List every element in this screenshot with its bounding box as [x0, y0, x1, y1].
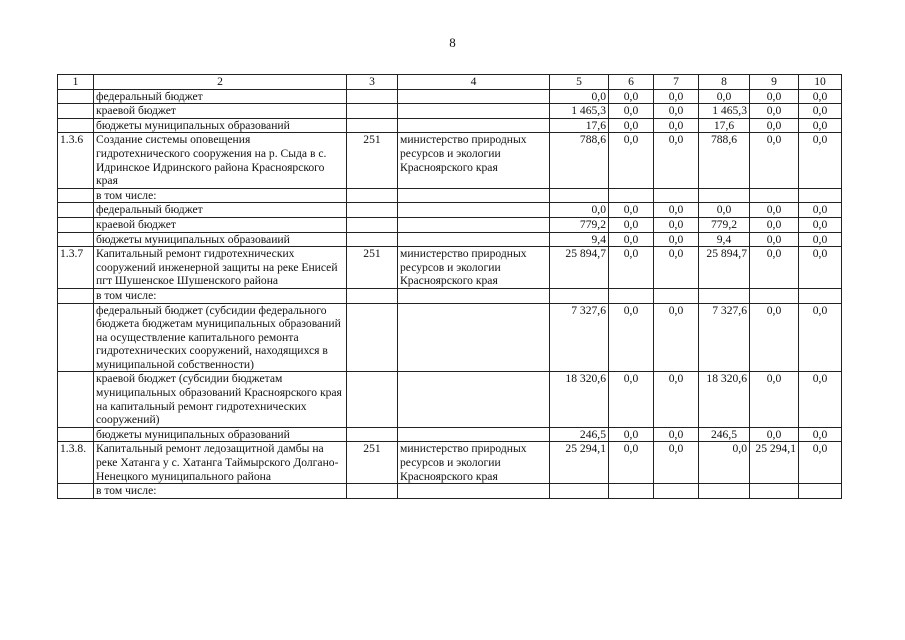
value-cell: 0,0: [609, 247, 654, 289]
index-cell: [58, 484, 94, 499]
value-cell: 0,0: [750, 372, 799, 427]
value-cell: [699, 188, 750, 203]
value-cell: 0,0: [799, 104, 842, 119]
index-cell: [58, 89, 94, 104]
value-cell: [654, 188, 699, 203]
value-cell: 7 327,6: [699, 303, 750, 372]
value-cell: 788,6: [699, 133, 750, 188]
org-cell: [398, 118, 550, 133]
value-cell: 0,0: [799, 118, 842, 133]
index-cell: [58, 232, 94, 247]
header-cell: 7: [654, 75, 699, 90]
org-cell: [398, 89, 550, 104]
value-cell: 0,0: [654, 133, 699, 188]
value-cell: 17,6: [550, 118, 609, 133]
code-cell: [347, 188, 398, 203]
header-cell: 1: [58, 75, 94, 90]
value-cell: 246,5: [699, 427, 750, 442]
value-cell: 0,0: [609, 133, 654, 188]
value-cell: 0,0: [750, 247, 799, 289]
value-cell: 1 465,3: [699, 104, 750, 119]
index-cell: [58, 303, 94, 372]
value-cell: [750, 288, 799, 303]
name-cell: краевой бюджет (субсидии бюджетам муниципальных образований Красноярского края на капитальный ремонт гидротехнических сооружений): [94, 372, 347, 427]
table-row: [58, 484, 842, 499]
value-cell: 0,0: [750, 303, 799, 372]
org-cell: [398, 427, 550, 442]
value-cell: 0,0: [750, 133, 799, 188]
org-cell: [398, 372, 550, 427]
header-cell: 8: [699, 75, 750, 90]
table-row: [58, 104, 842, 119]
name-cell: Капитальный ремонт ледозащитной дамбы на реке Хатанга у с. Хатанга Таймырского Долгано-Ненецкого муниципального района: [94, 442, 347, 484]
value-cell: 0,0: [609, 427, 654, 442]
index-cell: [58, 288, 94, 303]
value-cell: 0,0: [654, 104, 699, 119]
value-cell: 0,0: [654, 118, 699, 133]
value-cell: 788,6: [550, 133, 609, 188]
value-cell: [799, 188, 842, 203]
value-cell: 0,0: [609, 118, 654, 133]
value-cell: 0,0: [550, 203, 609, 218]
name-cell: бюджеты муниципальных образоваиий: [94, 232, 347, 247]
value-cell: 9,4: [550, 232, 609, 247]
value-cell: 9,4: [699, 232, 750, 247]
value-cell: 246,5: [550, 427, 609, 442]
code-cell: [347, 232, 398, 247]
value-cell: [750, 188, 799, 203]
value-cell: 0,0: [609, 232, 654, 247]
org-cell: министерство природных ресурсов и экологии Красноярского края: [398, 133, 550, 188]
value-cell: 779,2: [699, 217, 750, 232]
value-cell: 0,0: [799, 427, 842, 442]
org-cell: [398, 188, 550, 203]
value-cell: 0,0: [609, 442, 654, 484]
value-cell: 0,0: [750, 118, 799, 133]
name-cell: федеральный бюджет (субсидии федерального бюджета бюджетам муниципальных образований на осуществление капитального ремонта гидротехнических сооружений, находящихся в муниципальной собственности): [94, 303, 347, 372]
code-cell: [347, 217, 398, 232]
code-cell: [347, 118, 398, 133]
header-cell: 10: [799, 75, 842, 90]
table-row: [58, 89, 842, 104]
value-cell: [654, 484, 699, 499]
value-cell: 0,0: [550, 89, 609, 104]
value-cell: 0,0: [654, 427, 699, 442]
index-cell: [58, 188, 94, 203]
org-cell: [398, 203, 550, 218]
value-cell: 0,0: [654, 203, 699, 218]
value-cell: [699, 288, 750, 303]
value-cell: 0,0: [799, 232, 842, 247]
value-cell: 0,0: [699, 89, 750, 104]
table-row: [58, 217, 842, 232]
value-cell: 17,6: [699, 118, 750, 133]
value-cell: 18 320,6: [699, 372, 750, 427]
value-cell: 18 320,6: [550, 372, 609, 427]
value-cell: [750, 484, 799, 499]
name-cell: Капитальный ремонт гидротехнических сооружений инженерной защиты на реке Енисей пгт Шушенское Шушенского района: [94, 247, 347, 289]
table-row: [58, 203, 842, 218]
header-cell: 9: [750, 75, 799, 90]
value-cell: 0,0: [609, 203, 654, 218]
index-cell: [58, 118, 94, 133]
org-cell: министерство природных ресурсов и экологии Красноярского края: [398, 247, 550, 289]
index-cell: [58, 217, 94, 232]
header-row: [58, 75, 842, 90]
index-cell: [58, 203, 94, 218]
value-cell: 0,0: [654, 89, 699, 104]
value-cell: 0,0: [699, 203, 750, 218]
org-cell: [398, 303, 550, 372]
value-cell: 0,0: [799, 247, 842, 289]
value-cell: 0,0: [699, 442, 750, 484]
value-cell: 0,0: [609, 217, 654, 232]
org-cell: [398, 104, 550, 119]
value-cell: [550, 484, 609, 499]
value-cell: 25 294,1: [750, 442, 799, 484]
code-cell: 251: [347, 442, 398, 484]
value-cell: 0,0: [750, 203, 799, 218]
value-cell: 0,0: [654, 247, 699, 289]
code-cell: [347, 288, 398, 303]
value-cell: 0,0: [750, 89, 799, 104]
index-cell: 1.3.8.: [58, 442, 94, 484]
value-cell: 0,0: [799, 442, 842, 484]
name-cell: федеральный бюджет: [94, 203, 347, 218]
name-cell: в том числе:: [94, 484, 347, 499]
value-cell: 0,0: [609, 104, 654, 119]
page-number: 8: [449, 35, 456, 50]
code-cell: [347, 484, 398, 499]
value-cell: 0,0: [799, 203, 842, 218]
table-row: [58, 232, 842, 247]
org-cell: [398, 484, 550, 499]
name-cell: краевой бюджет: [94, 104, 347, 119]
code-cell: 251: [347, 133, 398, 188]
code-cell: [347, 104, 398, 119]
index-cell: [58, 427, 94, 442]
org-cell: [398, 288, 550, 303]
code-cell: [347, 89, 398, 104]
table-row: [58, 188, 842, 203]
index-cell: 1.3.6: [58, 133, 94, 188]
value-cell: 0,0: [750, 427, 799, 442]
value-cell: 0,0: [799, 89, 842, 104]
value-cell: 7 327,6: [550, 303, 609, 372]
value-cell: [609, 484, 654, 499]
org-cell: министерство природных ресурсов и экологии Красноярского края: [398, 442, 550, 484]
header-cell: 5: [550, 75, 609, 90]
value-cell: 779,2: [550, 217, 609, 232]
value-cell: [609, 188, 654, 203]
name-cell: бюджеты муниципальных образований: [94, 427, 347, 442]
value-cell: [550, 288, 609, 303]
code-cell: [347, 427, 398, 442]
value-cell: 0,0: [654, 232, 699, 247]
value-cell: 0,0: [799, 372, 842, 427]
header-cell: 4: [398, 75, 550, 90]
name-cell: в том числе:: [94, 188, 347, 203]
value-cell: 0,0: [654, 372, 699, 427]
header-cell: 6: [609, 75, 654, 90]
value-cell: 0,0: [799, 217, 842, 232]
value-cell: 0,0: [750, 217, 799, 232]
value-cell: 0,0: [609, 372, 654, 427]
table-row: [58, 247, 842, 289]
code-cell: [347, 372, 398, 427]
value-cell: 25 894,7: [550, 247, 609, 289]
name-cell: Создание системы оповещения гидротехнического сооружения на р. Сыда в с. Идринское Идринского района Красноярского края: [94, 133, 347, 188]
value-cell: 1 465,3: [550, 104, 609, 119]
value-cell: 0,0: [799, 303, 842, 372]
value-cell: [699, 484, 750, 499]
value-cell: 25 294,1: [550, 442, 609, 484]
table-row: [58, 442, 842, 484]
code-cell: [347, 203, 398, 218]
table-row: [58, 133, 842, 188]
table-row: [58, 427, 842, 442]
value-cell: 0,0: [654, 442, 699, 484]
name-cell: федеральный бюджет: [94, 89, 347, 104]
value-cell: [609, 288, 654, 303]
value-cell: 0,0: [799, 133, 842, 188]
value-cell: [654, 288, 699, 303]
value-cell: [799, 484, 842, 499]
value-cell: 0,0: [609, 303, 654, 372]
name-cell: краевой бюджет: [94, 217, 347, 232]
org-cell: [398, 217, 550, 232]
table-row: [58, 303, 842, 372]
index-cell: [58, 372, 94, 427]
value-cell: [799, 288, 842, 303]
header-cell: 3: [347, 75, 398, 90]
value-cell: 0,0: [750, 104, 799, 119]
value-cell: 25 894,7: [699, 247, 750, 289]
header-cell: 2: [94, 75, 347, 90]
name-cell: в том числе:: [94, 288, 347, 303]
budget-table: [57, 74, 842, 499]
value-cell: [550, 188, 609, 203]
value-cell: 0,0: [654, 303, 699, 372]
code-cell: [347, 303, 398, 372]
index-cell: 1.3.7: [58, 247, 94, 289]
name-cell: бюджеты муниципальных образований: [94, 118, 347, 133]
value-cell: 0,0: [609, 89, 654, 104]
org-cell: [398, 232, 550, 247]
index-cell: [58, 104, 94, 119]
table-row: [58, 372, 842, 427]
table-row: [58, 288, 842, 303]
value-cell: 0,0: [750, 232, 799, 247]
value-cell: 0,0: [654, 217, 699, 232]
code-cell: 251: [347, 247, 398, 289]
table-row: [58, 118, 842, 133]
